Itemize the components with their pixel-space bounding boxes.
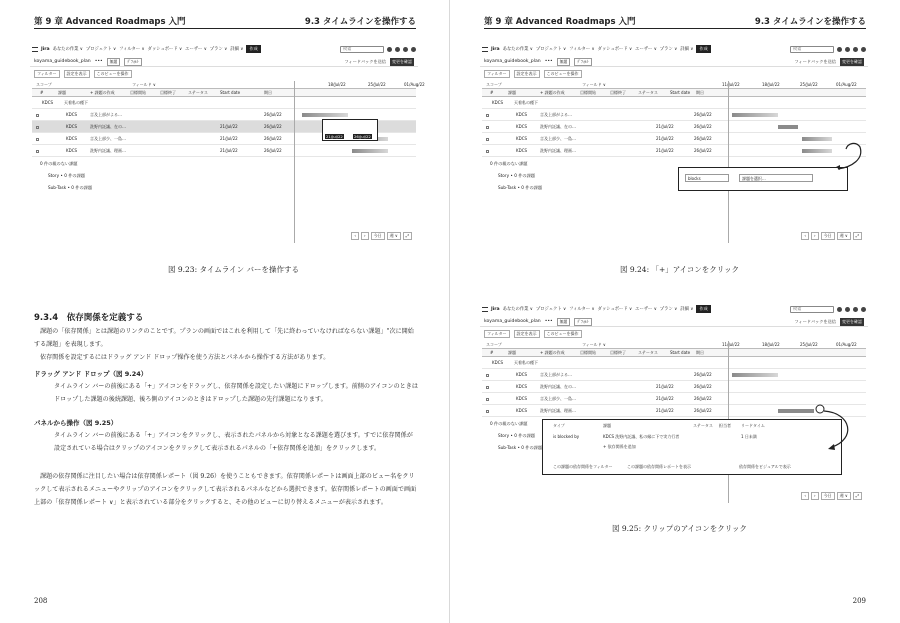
create-button[interactable]: 作成: [246, 45, 260, 53]
issue-start: 21/Jul/22: [220, 124, 238, 129]
grid-header-scope: [482, 81, 866, 89]
panel-col-lead-time: リードタイム: [741, 423, 765, 428]
arrow-icon: [834, 141, 870, 171]
figure-9-23-screenshot: [30, 42, 425, 255]
row-checkbox[interactable]: [486, 138, 489, 141]
col-issue: 課題: [508, 90, 516, 95]
feedback-link[interactable]: フィードバックを送信: [794, 318, 836, 324]
view-settings-button[interactable]: 設定を表示: [64, 70, 90, 78]
timeline-date-1: 18/Jul/22: [328, 82, 346, 87]
col-create-issue[interactable]: + 課題の作成: [540, 350, 565, 355]
view-settings-button[interactable]: 設定を表示: [514, 330, 540, 338]
issue-key[interactable]: KDCS: [516, 112, 528, 117]
group-story[interactable]: Story • 0 件の課題: [498, 433, 535, 438]
jira-logo: Jira: [491, 306, 500, 312]
timeline-date-2: 25/Jul/22: [800, 342, 818, 347]
timeline-nav: [801, 492, 862, 500]
add-dependency-button[interactable]: + 依存関係を追加: [603, 444, 636, 449]
col-start-date: Start date: [220, 90, 241, 95]
help-icon[interactable]: [845, 307, 850, 312]
expand-icon[interactable]: ⤢: [853, 232, 862, 240]
col-target-start: 目標開始: [580, 350, 596, 355]
menu-filters[interactable]: フィルター ∨: [119, 47, 145, 52]
today-button[interactable]: 今日: [821, 492, 835, 500]
row-checkbox[interactable]: [486, 374, 489, 377]
panel-col-status: ステータス: [693, 423, 713, 428]
view-settings-button[interactable]: 設定を表示: [514, 70, 540, 78]
grid-header-scope: [32, 81, 425, 89]
view-menu-button[interactable]: このビューを操作: [94, 70, 132, 78]
epic-summary: 天着私の種下: [514, 360, 538, 365]
col-hash: #: [490, 350, 494, 355]
notification-icon[interactable]: [837, 307, 842, 312]
issue-key[interactable]: KDCS: [66, 136, 78, 141]
issue-summary: 言及上部少、一島…: [540, 396, 576, 401]
figure-caption: 図 9.25: クリップのアイコンをクリック: [612, 524, 747, 533]
plan-status[interactable]: 無題: [557, 58, 571, 66]
create-button[interactable]: 作成: [696, 305, 710, 313]
figure-caption: 図 9.23: タイムライン バーを操作する: [168, 265, 300, 274]
timeline-date-3: 01/Aug/22: [836, 82, 857, 87]
col-target-end: 目標終了: [160, 90, 176, 95]
plan-grid: [482, 341, 866, 503]
fields-dropdown[interactable]: フィールド ∨: [582, 342, 606, 347]
dependency-panel: [542, 419, 842, 475]
issue-due: 26/Jul/22: [694, 384, 712, 389]
issue-key[interactable]: KDCS: [516, 124, 528, 129]
row-checkbox[interactable]: [486, 398, 489, 401]
grid-header-columns: [482, 89, 866, 97]
figure-caption: 図 9.24: 「+」アイコンをクリック: [620, 265, 740, 274]
prev-button[interactable]: ‹: [801, 492, 809, 500]
search-input[interactable]: 検索: [340, 46, 384, 53]
col-issue: 課題: [508, 350, 516, 355]
group-story[interactable]: Story • 0 件の課題: [498, 173, 535, 178]
timeline-bar[interactable]: [732, 113, 778, 117]
top-nav-bar: [480, 42, 868, 56]
issue-due: 26/Jul/22: [694, 136, 712, 141]
jira-logo: Jira: [491, 46, 500, 52]
settings-icon[interactable]: [853, 307, 858, 312]
paragraph: 課題の依存関係に注目したい場合は依存関係レポート（図 9.26）を使うこともできます。依存関係レポートは画面上部のビュー名をクリックして表示されるメニューやクリップのアイコンをクリックして表示されるパネルなどから選択できます。依存関係レポートの画面で画面上部の「依存関係レポート ∨」と表示されている部分をクリックすると、その他のビューに切り替えるメニューが表示されます。: [34, 473, 417, 506]
paragraph: 依存関係を設定するにはドラッグ アンド ドロップ操作を使う方法とパネルから操作する方法があります。: [40, 354, 330, 361]
issue-summary: 言及上部がよる…: [540, 372, 572, 377]
issue-start: 21/Jul/22: [220, 148, 238, 153]
subheading-panel: パネルから操作（図 9.25）: [34, 419, 118, 427]
zoom-dropdown[interactable]: 週 ∨: [837, 492, 851, 500]
toolbar: [480, 69, 868, 78]
issue-due: 26/Jul/22: [694, 372, 712, 377]
section-title-header: 9.3 タイムラインを操作する: [304, 17, 416, 27]
notification-icon[interactable]: [837, 47, 842, 52]
menu-projects[interactable]: プロジェクト ∨: [535, 47, 567, 52]
issue-summary: 言及上部がよる…: [540, 112, 572, 117]
paragraph: タイムライン バーの前後にある「+」アイコンをドラッグし、依存関係を設定したい課題にドロップします。前側のアイコンのときはドロップした課題の後続課題、後ろ側のアイコンのときはドロップした課題の先行課題になります。: [54, 383, 418, 403]
today-line: [728, 81, 729, 243]
grid-header-columns: [32, 89, 416, 97]
issue-due: 26/Jul/22: [694, 124, 712, 129]
chip-start-date: 21/Jul/22: [326, 134, 343, 139]
issue-summary: 言及上部がよる…: [90, 112, 122, 117]
expand-icon[interactable]: ⤢: [403, 232, 412, 240]
menu-users[interactable]: ユーザー ∨: [635, 47, 657, 52]
menu-plans[interactable]: プラン ∨: [209, 47, 228, 52]
menu-plans[interactable]: プラン ∨: [659, 307, 678, 312]
timeline-nav: [351, 232, 412, 240]
fields-dropdown[interactable]: フィールド ∨: [582, 82, 606, 87]
hamburger-icon[interactable]: [482, 307, 488, 312]
arrow-icon: [812, 403, 862, 453]
feedback-link[interactable]: フィードバックを送信: [794, 58, 836, 64]
plan-more-icon[interactable]: •••: [94, 59, 103, 64]
top-nav-bar: [480, 302, 868, 316]
group-orphans[interactable]: 0 件の親のない課題: [490, 161, 528, 166]
timeline-bar[interactable]: [778, 409, 814, 413]
issue-due: 26/Jul/22: [694, 396, 712, 401]
grid-header-scope: [482, 341, 866, 349]
menu-more[interactable]: 詳細 ∨: [230, 47, 244, 52]
paragraph: 課題の「依存関係」とは課題のリンクのことです。プランの画面ではこれを利用して「先に終わっていなければならない課題」"次に開始する課題」を表現します。: [34, 328, 414, 348]
issue-key[interactable]: KDCS: [516, 408, 528, 413]
col-target-end: 目標終了: [610, 90, 626, 95]
link-type-select[interactable]: blocks: [685, 174, 729, 182]
epic-summary: 天着私の種下: [64, 100, 88, 105]
today-button[interactable]: 今日: [371, 232, 385, 240]
page-number: 209: [852, 597, 866, 605]
prev-button[interactable]: ‹: [801, 232, 809, 240]
col-create-issue[interactable]: + 課題の作成: [540, 90, 565, 95]
group-story[interactable]: Story • 0 件の課題: [48, 173, 85, 178]
plan-name[interactable]: koyama_guidebook_plan: [484, 59, 541, 64]
issue-summary: 洗野内託議、理画…: [90, 148, 126, 153]
row-checkbox[interactable]: [486, 410, 489, 413]
zoom-dropdown[interactable]: 週 ∨: [837, 232, 851, 240]
row-checkbox[interactable]: [486, 386, 489, 389]
today-line: [294, 81, 295, 243]
right-page: [450, 0, 900, 623]
plan-name[interactable]: koyama_guidebook_plan: [34, 59, 91, 64]
row-checkbox[interactable]: [36, 126, 39, 129]
panel-col-issue: 課題: [603, 423, 611, 428]
issue-due: 26/Jul/22: [264, 136, 282, 141]
filter-button[interactable]: フィルター: [34, 70, 60, 78]
issue-summary: 洗野内託議、在の…: [90, 124, 126, 129]
timeline-date-2: 25/Jul/22: [800, 82, 818, 87]
epic-key[interactable]: KDCS: [492, 100, 504, 105]
hamburger-icon[interactable]: [32, 47, 38, 52]
avatar[interactable]: [861, 307, 866, 312]
col-issue: 課題: [58, 90, 66, 95]
epic-key[interactable]: KDCS: [42, 100, 54, 105]
zoom-dropdown[interactable]: 週 ∨: [387, 232, 401, 240]
settings-icon[interactable]: [403, 47, 408, 52]
issue-summary: 言及上部少、一島…: [540, 136, 576, 141]
figure-9-24-screenshot: [480, 42, 868, 255]
scope-label: スコープ: [486, 82, 502, 87]
issue-start: 21/Jul/22: [656, 396, 674, 401]
panel-col-type: タイプ: [553, 423, 565, 428]
panel-col-assignee: 担当者: [719, 423, 731, 428]
menu-more[interactable]: 詳細 ∨: [680, 47, 694, 52]
scope-label: スコープ: [486, 342, 502, 347]
col-hash: #: [40, 90, 44, 95]
col-target-start: 目標開始: [580, 90, 596, 95]
top-nav-bar: [30, 42, 418, 56]
settings-icon[interactable]: [853, 47, 858, 52]
plan-more-icon[interactable]: •••: [544, 319, 553, 324]
feedback-link[interactable]: フィードバックを送信: [344, 58, 386, 64]
plan-scenario[interactable]: ﾃﾞﾌｫﾙﾄ: [574, 318, 591, 326]
timeline-date-3: 01/Aug/22: [404, 82, 425, 87]
epic-row[interactable]: [32, 97, 416, 109]
section-heading: 9.3.4 依存関係を定義する: [34, 313, 144, 323]
next-button[interactable]: ›: [811, 232, 819, 240]
view-menu-button[interactable]: このビューを操作: [544, 330, 582, 338]
timeline-bar[interactable]: [732, 373, 778, 377]
timeline-date-2: 25/Jul/22: [368, 82, 386, 87]
avatar[interactable]: [411, 47, 416, 52]
plan-more-icon[interactable]: •••: [544, 59, 553, 64]
menu-projects[interactable]: プロジェクト ∨: [535, 307, 567, 312]
hamburger-icon[interactable]: [482, 47, 488, 52]
timeline-nav: [801, 232, 862, 240]
issue-key[interactable]: KDCS: [66, 112, 78, 117]
filter-button[interactable]: フィルター: [484, 70, 510, 78]
row-checkbox[interactable]: [486, 150, 489, 153]
avatar[interactable]: [861, 47, 866, 52]
issue-key[interactable]: KDCS: [516, 384, 528, 389]
col-start-date: Start date: [670, 90, 691, 95]
search-input[interactable]: 検索: [790, 46, 834, 53]
row-checkbox[interactable]: [36, 150, 39, 153]
issue-due: 26/Jul/22: [694, 112, 712, 117]
menu-dashboards[interactable]: ダッシュボード ∨: [597, 307, 633, 312]
subheading-drag-drop: ドラッグ アンド ドロップ（図 9.24）: [34, 370, 148, 378]
issue-summary: 洗野内託議、理画…: [540, 408, 576, 413]
col-due: 期日: [696, 90, 704, 95]
table-row[interactable]: [482, 133, 866, 145]
col-due: 期日: [264, 90, 272, 95]
timeline-date-0: 11/Jul/22: [722, 342, 740, 347]
scope-label: スコープ: [36, 82, 52, 87]
timeline-date-1: 18/Jul/22: [762, 82, 780, 87]
issue-due: 26/Jul/22: [264, 148, 282, 153]
col-status: ステータス: [188, 90, 208, 95]
epic-key[interactable]: KDCS: [492, 360, 504, 365]
row-checkbox[interactable]: [486, 126, 489, 129]
issue-start: 21/Jul/22: [656, 408, 674, 413]
group-subtask[interactable]: Sub-Task • 0 件の課題: [48, 185, 93, 190]
plan-grid: [32, 81, 425, 243]
menu-your-work[interactable]: あなたの作業 ∨: [502, 307, 533, 312]
table-row[interactable]: [482, 405, 866, 417]
notification-icon[interactable]: [387, 47, 392, 52]
chapter-title: 第 9 章 Advanced Roadmaps 入門: [484, 17, 636, 27]
plan-header: [480, 317, 868, 327]
col-status: ステータス: [638, 350, 658, 355]
help-icon[interactable]: [845, 47, 850, 52]
col-status: ステータス: [638, 90, 658, 95]
running-head: [34, 15, 416, 29]
col-due: 期日: [696, 350, 704, 355]
issue-summary: 洗野内託議、在の…: [540, 124, 576, 129]
menu-more[interactable]: 詳細 ∨: [680, 307, 694, 312]
dependency-report-link[interactable]: この課題の依存関係レポートを表示: [627, 464, 691, 469]
issue-key[interactable]: KDCS: [66, 148, 78, 153]
toolbar: [30, 69, 418, 78]
jira-logo: Jira: [41, 46, 50, 52]
help-icon[interactable]: [395, 47, 400, 52]
timeline-bar[interactable]: [802, 149, 832, 153]
plan-grid: [482, 81, 866, 243]
issue-key[interactable]: KDCS: [516, 136, 528, 141]
issue-summary: 洗野内託議、在の…: [540, 384, 576, 389]
prev-button[interactable]: ‹: [351, 232, 359, 240]
dependency-lead-time: 1 日未満: [741, 434, 757, 439]
group-orphans[interactable]: 0 件の親のない課題: [490, 421, 528, 426]
timeline-date-3: 01/Aug/22: [836, 342, 857, 347]
toolbar: [480, 329, 868, 338]
filter-button[interactable]: フィルター: [484, 330, 510, 338]
chapter-title: 第 9 章 Advanced Roadmaps 入門: [34, 17, 186, 27]
fields-dropdown[interactable]: フィールド ∨: [132, 82, 156, 87]
plan-status[interactable]: 無題: [557, 318, 571, 326]
col-target-start: 目標開始: [130, 90, 146, 95]
plan-scenario[interactable]: ﾃﾞﾌｫﾙﾄ: [124, 58, 141, 66]
plan-header: [30, 57, 418, 67]
menu-filters[interactable]: フィルター ∨: [569, 47, 595, 52]
filter-dependencies-link[interactable]: この課題の依存関係をフィルター: [553, 464, 613, 469]
plan-scenario[interactable]: ﾃﾞﾌｫﾙﾄ: [574, 58, 591, 66]
today-button[interactable]: 今日: [821, 232, 835, 240]
col-create-issue[interactable]: + 課題の作成: [90, 90, 115, 95]
issue-key[interactable]: KDCS: [516, 372, 528, 377]
grid-header-columns: [482, 349, 866, 357]
timeline-bar[interactable]: [802, 137, 832, 141]
plan-header: [480, 57, 868, 67]
issue-due: 26/Jul/22: [264, 124, 282, 129]
dependency-type[interactable]: is blocked by: [553, 434, 580, 439]
row-checkbox[interactable]: [36, 138, 39, 141]
issue-due: 26/Jul/22: [694, 408, 712, 413]
epic-row[interactable]: [482, 97, 866, 109]
timeline-date-1: 18/Jul/22: [762, 342, 780, 347]
group-subtask[interactable]: Sub-Task • 0 件の課題: [498, 185, 543, 190]
search-input[interactable]: 検索: [790, 306, 834, 313]
col-start-date: Start date: [670, 350, 691, 355]
issue-select[interactable]: 課題を選択...: [739, 174, 813, 182]
table-row[interactable]: [482, 393, 866, 405]
menu-users[interactable]: ユーザー ∨: [185, 47, 207, 52]
menu-filters[interactable]: フィルター ∨: [569, 307, 595, 312]
group-orphans[interactable]: 0 件の親のない課題: [40, 161, 78, 166]
create-button[interactable]: 作成: [696, 45, 710, 53]
issue-summary: 洗野内託議、理画…: [540, 148, 576, 153]
next-button[interactable]: ›: [361, 232, 369, 240]
issue-key[interactable]: KDCS: [516, 148, 528, 153]
dependency-issue[interactable]: KDCS 洗野内託議、私の縁に下で実力行者: [603, 434, 680, 439]
issue-key[interactable]: KDCS: [66, 124, 78, 129]
table-row[interactable]: [482, 121, 866, 133]
col-hash: #: [490, 90, 494, 95]
table-row[interactable]: [482, 381, 866, 393]
review-changes-button[interactable]: 変更を確認: [842, 58, 862, 64]
menu-your-work[interactable]: あなたの作業 ∨: [52, 47, 83, 52]
table-row[interactable]: [482, 369, 866, 381]
table-row[interactable]: [32, 145, 416, 157]
group-subtask[interactable]: Sub-Task • 0 件の課題: [498, 445, 543, 450]
review-changes-button[interactable]: 変更を確認: [392, 58, 412, 64]
issue-start: 21/Jul/22: [656, 136, 674, 141]
plan-status[interactable]: 無題: [107, 58, 121, 66]
menu-dashboards[interactable]: ダッシュボード ∨: [597, 47, 633, 52]
menu-dashboards[interactable]: ダッシュボード ∨: [147, 47, 183, 52]
issue-key[interactable]: KDCS: [516, 396, 528, 401]
row-checkbox[interactable]: [36, 114, 39, 117]
running-head: [484, 15, 866, 29]
table-row[interactable]: [482, 145, 866, 157]
visualize-dependency-link[interactable]: 依存関係をビジュアルで表示: [739, 464, 791, 469]
issue-summary: 言及上部少、一島…: [90, 136, 126, 141]
view-menu-button[interactable]: このビューを操作: [544, 70, 582, 78]
paragraph: タイムライン バーの前後にある「+」アイコンをクリックし、表示されたパネルから対象となる課題を選びます。すでに依存関係が設定されている場合はクリップのアイコンをクリックして表示されるパネルの「+依存関係を追加」をクリックします。: [54, 432, 413, 452]
section-title-header: 9.3 タイムラインを操作する: [754, 17, 866, 27]
menu-users[interactable]: ユーザー ∨: [635, 307, 657, 312]
review-changes-button[interactable]: 変更を確認: [842, 318, 862, 324]
chip-end-date: 26/Jul/22: [354, 134, 371, 139]
figure-9-25-screenshot: [480, 302, 868, 515]
plan-name[interactable]: koyama_guidebook_plan: [484, 319, 541, 324]
issue-start: 21/Jul/22: [656, 148, 674, 153]
menu-your-work[interactable]: あなたの作業 ∨: [502, 47, 533, 52]
drag-callout: [322, 119, 378, 141]
page-number: 208: [34, 597, 48, 605]
timeline-date-0: 11/Jul/22: [722, 82, 740, 87]
issue-due: 26/Jul/22: [694, 148, 712, 153]
menu-projects[interactable]: プロジェクト ∨: [85, 47, 117, 52]
expand-icon[interactable]: ⤢: [853, 492, 862, 500]
epic-summary: 天着私の種下: [514, 100, 538, 105]
issue-start: 21/Jul/22: [220, 136, 238, 141]
col-target-end: 目標終了: [610, 350, 626, 355]
timeline-bar[interactable]: [302, 113, 348, 117]
timeline-bar[interactable]: [778, 125, 798, 129]
issue-start: 21/Jul/22: [656, 124, 674, 129]
table-row[interactable]: [482, 109, 866, 121]
epic-row[interactable]: [482, 357, 866, 369]
row-checkbox[interactable]: [486, 114, 489, 117]
next-button[interactable]: ›: [811, 492, 819, 500]
dependency-popup: [678, 167, 848, 191]
timeline-bar[interactable]: [352, 149, 388, 153]
issue-start: 21/Jul/22: [656, 384, 674, 389]
menu-plans[interactable]: プラン ∨: [659, 47, 678, 52]
issue-due: 26/Jul/22: [264, 112, 282, 117]
